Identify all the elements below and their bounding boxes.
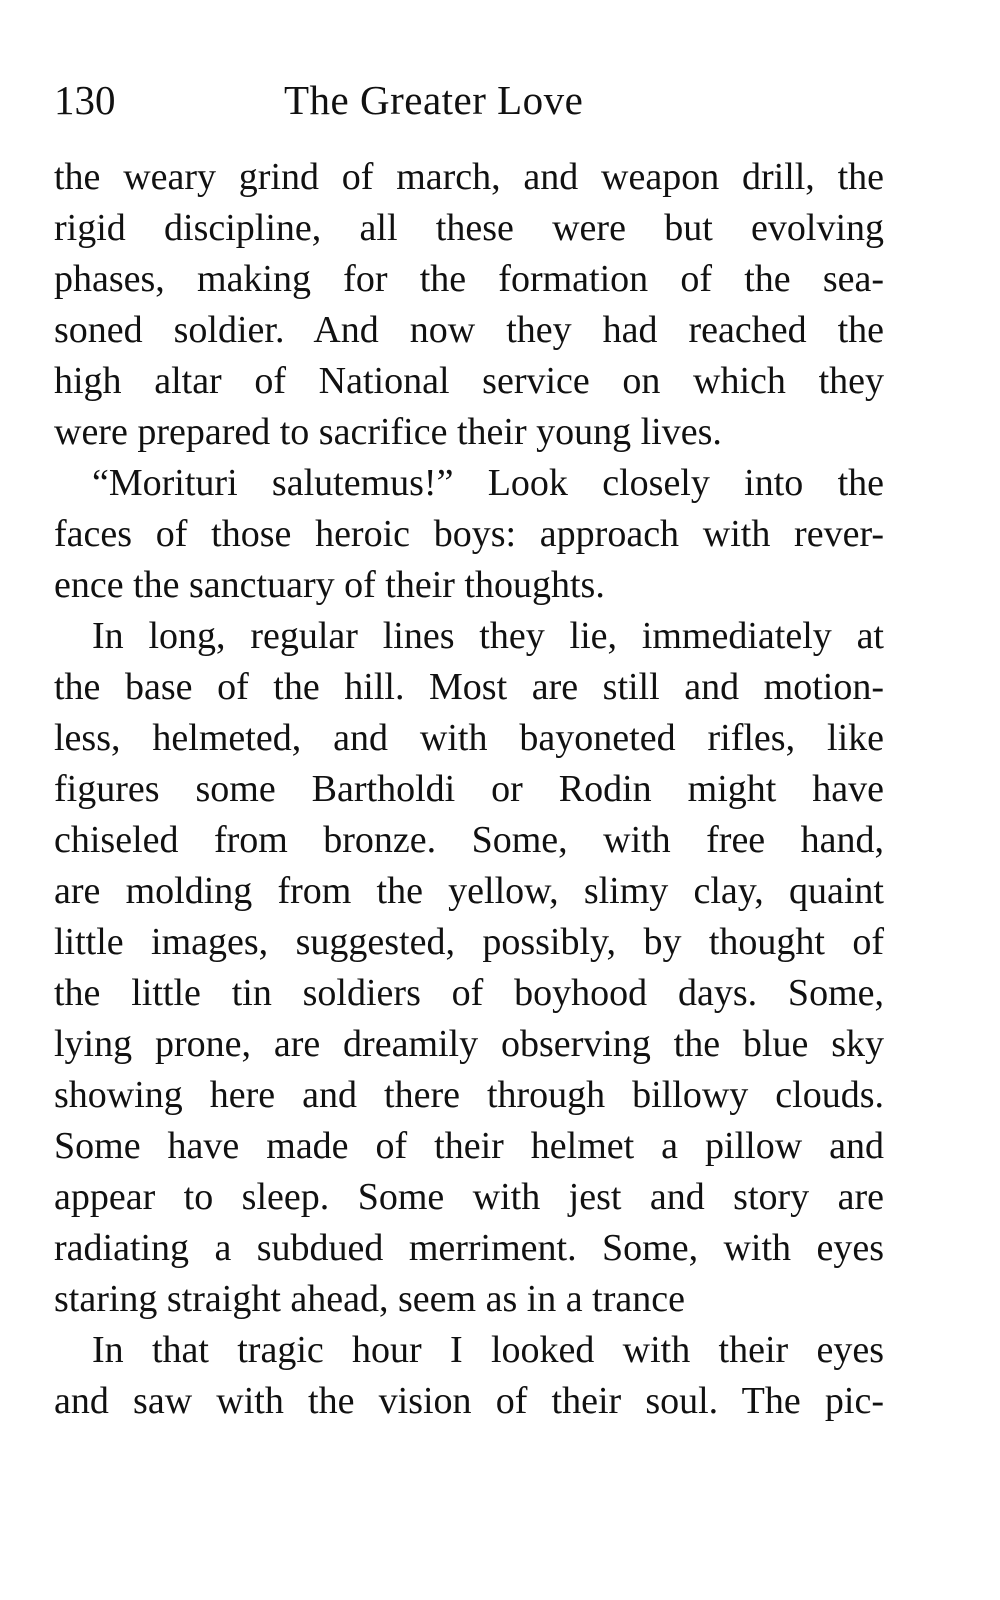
text-line: the little tin soldiers of boyhood days. Some, [54, 972, 884, 1014]
text-line: the weary grind of march, and weapon drill, the [54, 156, 884, 198]
text-line: figures some Bartholdi or Rodin might have [54, 768, 884, 810]
text-line: chiseled from bronze. Some, with free hand, [54, 819, 884, 861]
text-line: showing here and there through billowy clouds. [54, 1074, 884, 1116]
text-line: Some have made of their helmet a pillow and [54, 1125, 884, 1167]
page-number: 130 [54, 77, 116, 123]
text-line: faces of those heroic boys: approach with rever- [54, 513, 884, 555]
text-line: In that tragic hour I looked with their eyes [92, 1329, 884, 1371]
text-line: In long, regular lines they lie, immediately at [92, 615, 884, 657]
text-line: “Morituri salutemus!” Look closely into the [92, 462, 884, 504]
text-line: are molding from the yellow, slimy clay, quaint [54, 870, 884, 912]
text-line: rigid discipline, all these were but evolving [54, 207, 884, 249]
text-line: appear to sleep. Some with jest and story are [54, 1176, 884, 1218]
running-title: The Greater Love [284, 77, 584, 123]
text-line: the base of the hill. Most are still and motion- [54, 666, 884, 708]
text-line: ence the sanctuary of their thoughts. [54, 564, 605, 606]
text-line: and saw with the vision of their soul. The pic- [54, 1380, 884, 1422]
text-line: high altar of National service on which they [54, 360, 884, 402]
text-line: less, helmeted, and with bayoneted rifles, like [54, 717, 884, 759]
text-line: radiating a subdued merriment. Some, with eyes [54, 1227, 884, 1269]
running-head [54, 70, 894, 130]
text-line: little images, suggested, possibly, by thought of [54, 921, 884, 963]
text-line: lying prone, are dreamily observing the blue sky [54, 1023, 884, 1065]
text-line: were prepared to sacrifice their young lives. [54, 411, 722, 453]
text-line: soned soldier. And now they had reached the [54, 309, 884, 351]
text-line: phases, making for the formation of the sea- [54, 258, 884, 300]
text-line: staring straight ahead, seem as in a trance [54, 1278, 685, 1320]
